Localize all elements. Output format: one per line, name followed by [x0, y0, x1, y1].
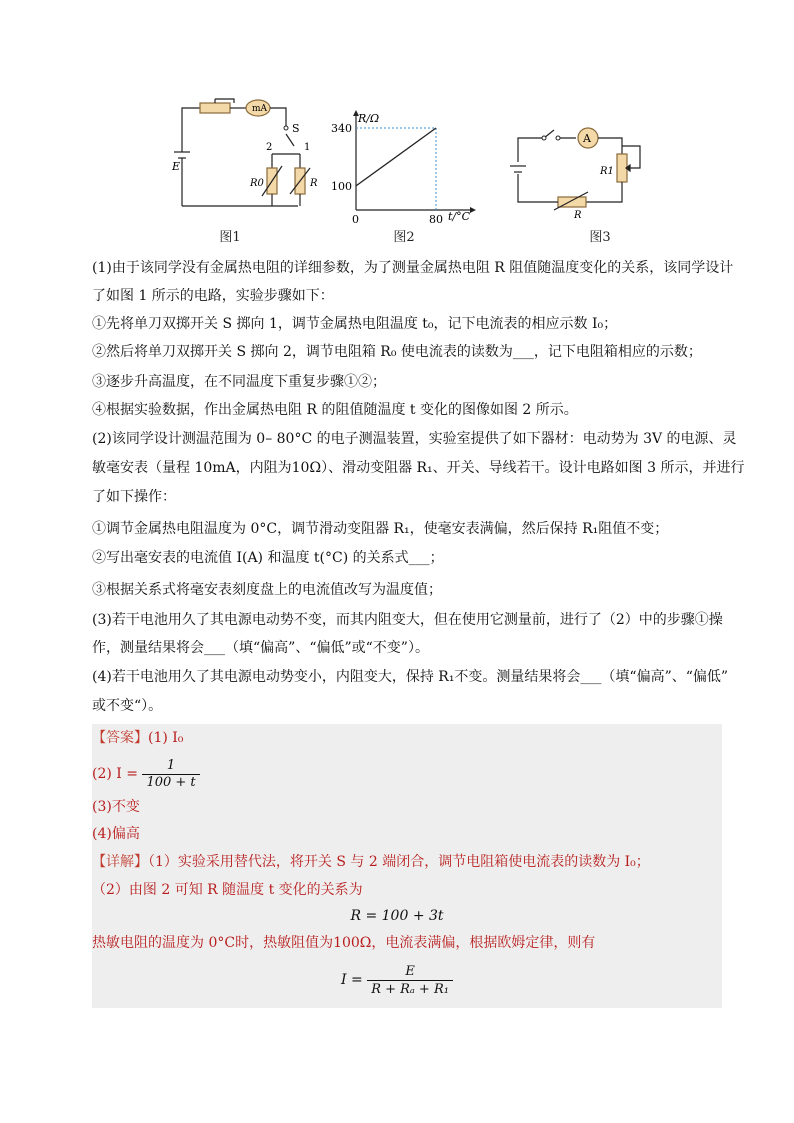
detail-eq2-prefix: I =: [341, 972, 363, 988]
y-tick-label: 340: [331, 122, 352, 135]
fig1-label-meter: mA: [252, 104, 268, 114]
detail-text-1: （1）实验采用替代法，将开关 S 与 2 端闭合，调节电阻箱使电流表的读数为 I₀；: [148, 854, 650, 870]
question-line: ④根据实验数据，作出金属热电阻 R 的阻值随温度 t 变化的图像如图 2 所示。: [92, 402, 578, 418]
question-line: 了如图 1 所示的电路，实验步骤如下：: [92, 288, 334, 304]
question-line: ①先将单刀双掷开关 S 掷向 1，调节金属热电阻温度 t₀，记下电流表的相应示数 I₀；: [92, 316, 618, 332]
question-line: ③根据关系式将毫安表刻度盘上的电流值改写为温度值；: [92, 582, 442, 598]
question-line: 或不变“）。: [92, 698, 163, 714]
x-axis-label: t/°C: [448, 210, 471, 223]
answer-2-fraction: [142, 758, 199, 791]
question-line: 敏毫安表（量程 10mA，内阻为10Ω）、滑动变阻器 R₁、开关、导线若干。设计电路如图 3 所示，并进行: [92, 460, 745, 476]
answer-4: (4)偏高: [92, 826, 140, 842]
fig3-label-meter: A: [583, 132, 591, 145]
detail-eq2-numerator: E: [367, 963, 453, 981]
question-line: (4)若干电池用久了其电源电动势变小，内阻变大，保持 R₁不变。测量结果将会___（填“偏高”、“偏低”: [92, 669, 729, 685]
question-line: ③逐步升高温度，在不同温度下重复步骤①②；: [92, 374, 386, 390]
question-line: ①调节金属热电阻温度为 0°C，调节滑动变阻器 R₁，使毫安表满偏，然后保持 R₁阻值不变；: [92, 521, 669, 537]
question-line: (3)若干电池用久了其电源电动势不变，而其内阻变大，但在使用它测量前，进行了（2）中的步骤①操: [92, 612, 723, 628]
figure-2-caption: 图2: [393, 230, 415, 245]
detail-text-2: （2）由图 2 可知 R 随温度 t 变化的关系为: [92, 882, 363, 898]
figure-2-chart: [328, 108, 478, 224]
answer-line-1: [92, 728, 183, 748]
answer-line-2: [92, 756, 200, 792]
question-line: (1)由于该同学没有金属热电阻的详细参数，为了测量金属热电阻 R 阻值随温度变化的关系，该同学设计: [92, 260, 734, 276]
answer-1: (1) I₀: [148, 730, 184, 746]
fig1-label-1: 1: [304, 142, 311, 153]
answer-label: 【答案】: [92, 730, 148, 746]
series-line: [356, 128, 436, 186]
detail-equation-2: [0, 960, 794, 1000]
x-tick-label: 80: [429, 213, 443, 224]
figure-1-caption: 图1: [219, 230, 241, 245]
question-line: ②然后将单刀双掷开关 S 掷向 2，调节电阻箱 R₀ 使电流表的读数为___，记下电阻箱相应的示数；: [92, 344, 702, 360]
detail-eq2-denominator: R + Rₐ + R₁: [371, 981, 449, 997]
question-line: ②写出毫安表的电流值 I(A) 和温度 t(°C) 的关系式___；: [92, 550, 444, 566]
x-tick-label: 0: [352, 213, 359, 224]
detail-label: 【详解】: [92, 854, 148, 870]
fig1-label-2: 2: [266, 142, 273, 153]
figure-3-circuit: [508, 126, 658, 222]
figures-row: [150, 88, 670, 248]
fig1-label-r: R: [310, 178, 318, 189]
detail-equation-1: R = 100 + 3t: [350, 908, 444, 924]
detail-text-3: 热敏电阻的温度为 0°C时，热敏阻值为100Ω，电流表满偏，根据欧姆定律，则有: [92, 935, 596, 951]
fig3-label-r1: R1: [600, 166, 614, 177]
fig3-label-r: R: [574, 210, 582, 221]
question-line: 了如下操作：: [92, 489, 176, 505]
answer-2-numerator: 1: [142, 758, 199, 775]
detail-line-1: [92, 852, 650, 872]
answer-3: (3)不变: [92, 799, 140, 815]
figure-3-caption: 图3: [589, 230, 611, 245]
question-line: (2)该同学设计测温范围为 0– 80°C 的电子测温装置，实验室提供了如下器材：电动势为 3V 的电源、灵: [92, 431, 737, 447]
fig1-label-e: E: [172, 160, 181, 173]
detail-eq2-fraction: [367, 963, 453, 998]
question-line: 作，测量结果将会___（填“偏高”、“偏低”或“不变”）。: [92, 640, 429, 656]
fig1-label-r0: R0: [250, 178, 264, 189]
y-axis-label: R/Ω: [358, 112, 380, 125]
figure-1-circuit: [168, 96, 328, 220]
answer-2-denominator: 100 + t: [146, 774, 196, 790]
answer-2-prefix: (2) I =: [92, 766, 138, 782]
y-tick-label: 100: [331, 179, 352, 193]
fig1-label-switch: S: [292, 122, 300, 135]
